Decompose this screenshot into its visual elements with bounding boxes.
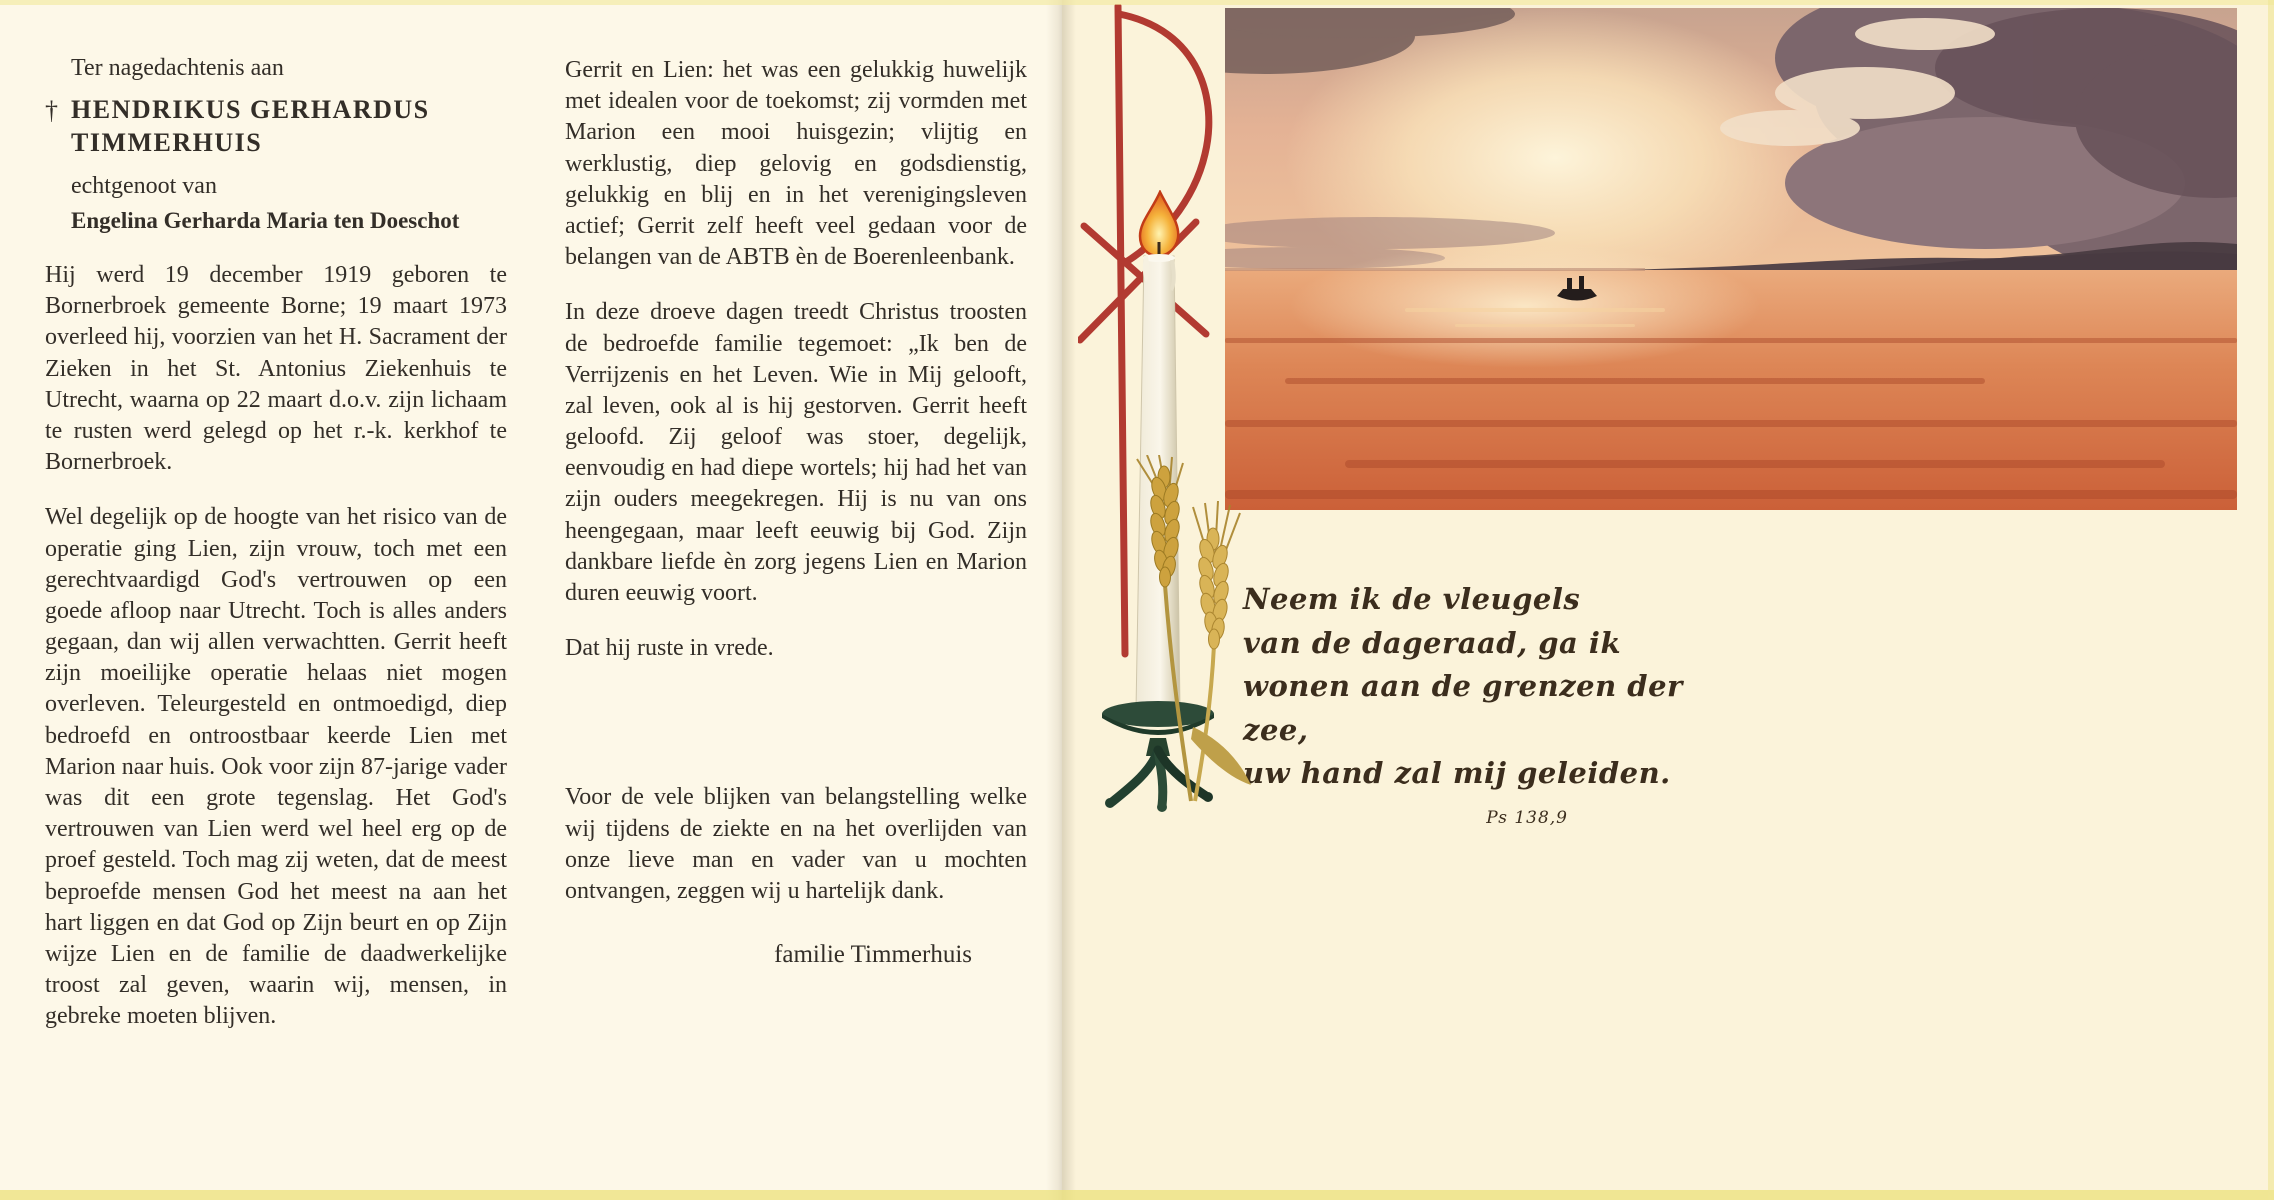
deceased-name-line — [45, 94, 471, 159]
scan-edge-right — [2268, 0, 2274, 1200]
biography-paragraph: Hij werd 19 december 1919 geboren te Bornerbroek gemeente Borne; 19 maart 1973 overleed hij, voorzien van het H. Sacrament der Zieken in het St. Antonius Ziekenhuis te Utrecht, waarna op 22 maart d.o.v. zijn lichaam te rusten werd gelegd op het r.-k. kerkhof te Bornerbroek. — [45, 262, 507, 476]
deceased-name: HENDRIKUS GERHARDUS TIMMERHUIS — [71, 95, 430, 157]
psalm-verse-line: wonen aan de grenzen der zee, — [1243, 669, 1683, 747]
right-page — [1062, 0, 2274, 1200]
psalm-verse-line: Neem ik de vleugels — [1243, 582, 1581, 616]
psalm-verse-line: van de dageraad, ga ik — [1243, 625, 1622, 660]
text-column-2 — [565, 55, 1027, 994]
sunset-photo — [1225, 8, 2237, 510]
rest-in-peace-line: Dat hij ruste in vrede. — [565, 635, 774, 662]
scan-edge-bottom — [0, 1190, 2274, 1200]
psalm-verse-line: uw hand zal mij geleiden. — [1243, 756, 1671, 790]
relation-line: echtgenoot van — [71, 173, 217, 199]
left-page — [0, 0, 1062, 1200]
cross-symbol: † — [45, 96, 58, 125]
psalm-reference: Ps 138,9 — [1486, 807, 1568, 828]
marriage-paragraph: Gerrit en Lien: het was een gelukkig huwelijk met idealen voor de toekomst; zij vormden met Marion een mooi huisgezin; vlijtig en werklustig, diep gelovig en godsdienstig, gelukkig en blij en in het verenigingsleven actief; Gerrit zelf heeft veel gedaan voor de belangen van de ABTB èn de Boerenleenbank. — [565, 57, 1027, 271]
scan-edge-top — [0, 0, 2274, 5]
reflection-paragraph: Wel degelijk op de hoogte van het risico van de operatie ging Lien, zijn vrouw, toch met een gerechtvaardigd God's vertrouwen op een goede afloop naar Utrecht. Toch is alles anders gegaan, dan wij allen verwachtten. Gerrit heeft zijn moeilijke operatie helaas niet mogen overleven. Teleurgesteld en ontmoedigd, diep bedroefd en ontroostbaar keerde Lien met Marion naar huis. Ook voor zijn 87-jarige vader was dit een grote tegenslag. Het God's vertrouwen van Lien werd wel heel erg op de proef gesteld. Toch mag zij weten, dat de meest beproefde mensen God het meest na aan het hart liggen en dat God op Zijn beurt en op Zijn wijze Lien en de familie de daadwerkelijke troost zal geven, waarin wij, mensen, in gebreke moeten blijven. — [45, 504, 507, 1030]
faith-paragraph: In deze droeve dagen treedt Christus troosten de bedroefde familie tegemoet: „Ik ben de Verrijzenis en het Leven. Wie in Mij gelooft, zal leven, ook al is hij gestorven. Gerrit heeft geloofd. Zij geloof was stoer, degelijk, eenvoudig en had diepe wortels; hij had het van zijn ouders meegekregen. Hij is nu van ons heengegaan, maar leeft eeuwig bij God. Zijn dankbare liefde èn zorg jegens Lien en Marion duren eeuwig voort. — [565, 299, 1027, 606]
page-fold — [1046, 0, 1076, 1200]
family-signature: familie Timmerhuis — [774, 941, 972, 969]
spouse-name: Engelina Gerharda Maria ten Doeschot — [71, 208, 460, 233]
wheat-icon — [1135, 455, 1265, 805]
text-column-1 — [45, 55, 507, 1057]
intro-line: Ter nagedachtenis aan — [71, 55, 284, 81]
acknowledgement-paragraph: Voor de vele blijken van belangstelling welke wij tijdens de ziekte en na het overlijden van onze lieve man en vader van u mochten ontvangen, zeggen wij u hartelijk dank. — [565, 784, 1027, 904]
psalm-verse — [1243, 578, 1683, 831]
